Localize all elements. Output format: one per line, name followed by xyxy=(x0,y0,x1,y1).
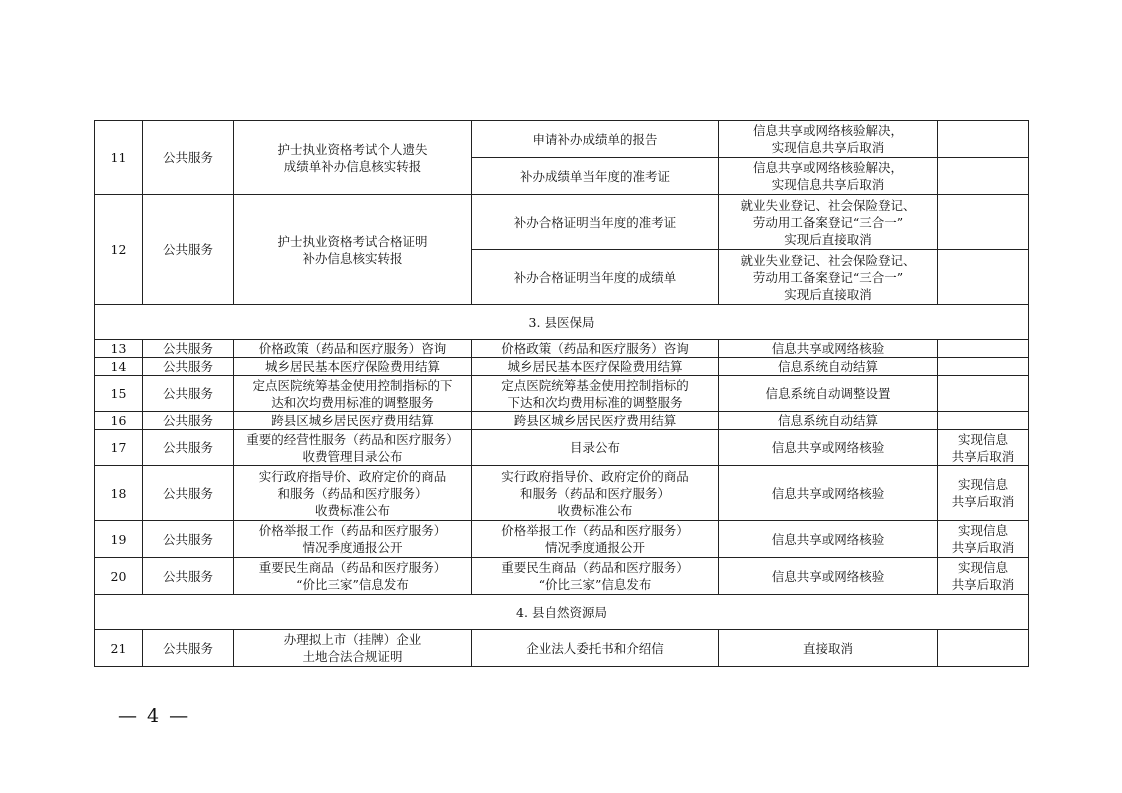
service-type: 公共服务 xyxy=(143,358,234,376)
section-header xyxy=(95,595,1029,630)
row-number: 20 xyxy=(95,558,143,595)
cancel-method: 信息共享或网络核验 xyxy=(719,340,938,358)
certificate-material: 城乡居民基本医疗保险费用结算 xyxy=(472,358,719,376)
remark xyxy=(938,376,1029,412)
table-row xyxy=(95,558,1029,595)
remark xyxy=(938,250,1029,305)
certificate-material: 重要民生商品（药品和医疗服务） “价比三家”信息发布 xyxy=(472,558,719,595)
table-row xyxy=(95,521,1029,558)
cancel-method: 信息系统自动调整设置 xyxy=(719,376,938,412)
certificate-material: 补办合格证明当年度的准考证 xyxy=(472,195,719,250)
service-type: 公共服务 xyxy=(143,340,234,358)
service-type: 公共服务 xyxy=(143,521,234,558)
table-row xyxy=(95,376,1029,412)
row-number: 11 xyxy=(95,121,143,195)
service-item: 办理拟上市（挂牌）企业 土地合法合规证明 xyxy=(234,630,472,667)
certificate-material: 跨县区城乡居民医疗费用结算 xyxy=(472,412,719,430)
cancel-method: 就业失业登记、社会保险登记、 劳动用工备案登记“三合一” 实现后直接取消 xyxy=(719,250,938,305)
certificate-material: 价格举报工作（药品和医疗服务） 情况季度通报公开 xyxy=(472,521,719,558)
row-number: 15 xyxy=(95,376,143,412)
service-item: 跨县区城乡居民医疗费用结算 xyxy=(234,412,472,430)
service-type: 公共服务 xyxy=(143,430,234,466)
remark xyxy=(938,412,1029,430)
remark: 实现信息 共享后取消 xyxy=(938,466,1029,521)
cancel-method: 信息共享或网络核验 xyxy=(719,430,938,466)
service-item: 价格举报工作（药品和医疗服务） 情况季度通报公开 xyxy=(234,521,472,558)
certificate-material: 定点医院统筹基金使用控制指标的 下达和次均费用标准的调整服务 xyxy=(472,376,719,412)
row-number: 21 xyxy=(95,630,143,667)
section-title: 3. 县医保局 xyxy=(95,305,1029,340)
service-type: 公共服务 xyxy=(143,195,234,305)
cancel-method: 信息系统自动结算 xyxy=(719,358,938,376)
service-item: 城乡居民基本医疗保险费用结算 xyxy=(234,358,472,376)
section-header xyxy=(95,305,1029,340)
certificate-material: 价格政策（药品和医疗服务）咨询 xyxy=(472,340,719,358)
cancel-method: 信息共享或网络核验 xyxy=(719,521,938,558)
certificate-list-table xyxy=(94,120,1029,667)
certificate-material: 实行政府指导价、政府定价的商品 和服务（药品和医疗服务） 收费标准公布 xyxy=(472,466,719,521)
service-type: 公共服务 xyxy=(143,630,234,667)
service-item: 护士执业资格考试个人遗失 成绩单补办信息核实转报 xyxy=(234,121,472,195)
service-item: 重要民生商品（药品和医疗服务） “价比三家”信息发布 xyxy=(234,558,472,595)
cancel-method: 就业失业登记、社会保险登记、 劳动用工备案登记“三合一” 实现后直接取消 xyxy=(719,195,938,250)
certificate-material: 补办合格证明当年度的成绩单 xyxy=(472,250,719,305)
certificate-material: 补办成绩单当年度的准考证 xyxy=(472,158,719,195)
service-item: 重要的经营性服务（药品和医疗服务） 收费管理目录公布 xyxy=(234,430,472,466)
cancel-method: 信息共享或网络核验解决， 实现信息共享后取消 xyxy=(719,158,938,195)
remark: 实现信息 共享后取消 xyxy=(938,430,1029,466)
remark: 实现信息 共享后取消 xyxy=(938,521,1029,558)
remark xyxy=(938,121,1029,158)
table-row xyxy=(95,630,1029,667)
row-number: 14 xyxy=(95,358,143,376)
service-type: 公共服务 xyxy=(143,376,234,412)
service-item: 护士执业资格考试合格证明 补办信息核实转报 xyxy=(234,195,472,305)
section-title: 4. 县自然资源局 xyxy=(95,595,1029,630)
service-type: 公共服务 xyxy=(143,412,234,430)
service-item: 价格政策（药品和医疗服务）咨询 xyxy=(234,340,472,358)
service-item: 实行政府指导价、政府定价的商品 和服务（药品和医疗服务） 收费标准公布 xyxy=(234,466,472,521)
table-row xyxy=(95,340,1029,358)
service-type: 公共服务 xyxy=(143,558,234,595)
service-type: 公共服务 xyxy=(143,466,234,521)
certificate-material: 目录公布 xyxy=(472,430,719,466)
cancel-method: 直接取消 xyxy=(719,630,938,667)
cancel-method: 信息共享或网络核验解决， 实现信息共享后取消 xyxy=(719,121,938,158)
remark xyxy=(938,158,1029,195)
table-row xyxy=(95,412,1029,430)
row-number: 19 xyxy=(95,521,143,558)
remark xyxy=(938,630,1029,667)
cancel-method: 信息共享或网络核验 xyxy=(719,466,938,521)
cancel-method: 信息系统自动结算 xyxy=(719,412,938,430)
table-row xyxy=(95,121,1029,158)
page-number: — 4 — xyxy=(118,705,191,727)
table-row xyxy=(95,430,1029,466)
row-number: 16 xyxy=(95,412,143,430)
certificate-material: 企业法人委托书和介绍信 xyxy=(472,630,719,667)
row-number: 18 xyxy=(95,466,143,521)
service-type: 公共服务 xyxy=(143,121,234,195)
remark xyxy=(938,340,1029,358)
service-item: 定点医院统筹基金使用控制指标的下 达和次均费用标准的调整服务 xyxy=(234,376,472,412)
table-row xyxy=(95,358,1029,376)
row-number: 12 xyxy=(95,195,143,305)
remark xyxy=(938,195,1029,250)
cancel-method: 信息共享或网络核验 xyxy=(719,558,938,595)
table-row xyxy=(95,466,1029,521)
remark xyxy=(938,358,1029,376)
table-row xyxy=(95,195,1029,250)
certificate-material: 申请补办成绩单的报告 xyxy=(472,121,719,158)
row-number: 13 xyxy=(95,340,143,358)
row-number: 17 xyxy=(95,430,143,466)
remark: 实现信息 共享后取消 xyxy=(938,558,1029,595)
